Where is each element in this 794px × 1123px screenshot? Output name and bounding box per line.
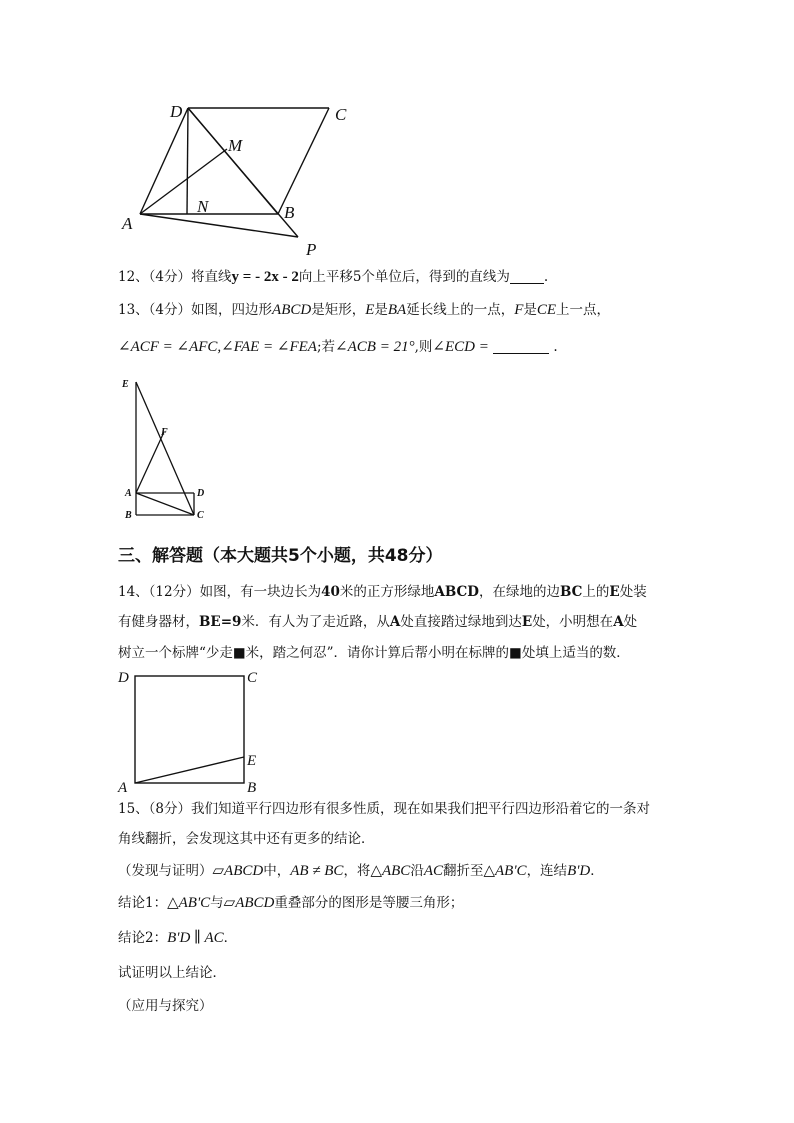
q13-ce: CE (536, 302, 557, 318)
q15-text: ，将 (343, 863, 371, 879)
q14-text: 处装 (619, 584, 647, 600)
q15-text: （发现与证明） (118, 863, 213, 879)
q15-abcd: ▱ABCD (223, 895, 275, 911)
q14-a: A (389, 614, 401, 630)
q14-text: 米．有人为了走近路，从 (241, 614, 390, 630)
label-e: E (247, 753, 257, 769)
q12-prefix: 12、（4分）将直线 (118, 269, 232, 285)
segment-am (140, 149, 227, 214)
q15-bprime-d: B'D (567, 863, 591, 879)
q14-side-length: 40 (321, 584, 340, 600)
question-13-line1 (118, 301, 610, 319)
q14-text: 处 (623, 614, 638, 630)
q13-e: E (365, 302, 375, 318)
q13-ask: ∠ECD = (432, 339, 489, 355)
q15-triangle-abprime-c: △AB'C (483, 863, 527, 879)
question-12 (118, 268, 548, 286)
q15-text: 结论2： (118, 930, 168, 946)
label-b: B (247, 780, 257, 795)
q13-end: . (553, 339, 558, 355)
question-15-line6: 试证明以上结论． (118, 965, 226, 981)
q15-text: ，连结 (526, 863, 568, 879)
q15-text: 结论1： (118, 895, 168, 911)
q15-text: 翻折至 (442, 863, 484, 879)
question-15-line1: 15、（8分）我们知道平行四边形有很多性质，现在如果我们把平行四边形沿着它的一条对 (118, 801, 651, 817)
figure-square (115, 665, 265, 795)
q13-text-if: ;若 (316, 339, 336, 355)
label-a: A (122, 214, 133, 233)
q15-text: ． (223, 930, 238, 946)
question-15-line5 (118, 929, 237, 947)
q12-suffix: 向上平移5个单位后，得到的直线为 (298, 269, 510, 285)
q14-abcd: ABCD (434, 584, 479, 600)
q12-end: . (543, 269, 549, 285)
q14-a: A (613, 614, 624, 630)
label-c: C (197, 510, 204, 521)
q15-triangle-abprime-c: △AB'C (167, 895, 211, 911)
question-14-line2 (118, 613, 637, 631)
edge-cb (278, 108, 329, 214)
q14-bc: BC (560, 584, 583, 600)
question-13-line2 (118, 338, 558, 356)
label-c: C (335, 105, 347, 124)
q14-be: BE=9 (199, 614, 242, 630)
q13-answer-blank[interactable] (493, 339, 549, 354)
q15-text: 与 (210, 895, 224, 911)
q13-text-then: ,则 (414, 339, 433, 355)
figure-parallelogram (120, 95, 350, 260)
q14-text: 处直接踏过绿地到达 (400, 614, 522, 630)
q15-abcd: ▱ABCD (212, 863, 264, 879)
q13-condition-1: ∠ACF = ∠AFC,∠FAE = ∠FEA (118, 339, 317, 355)
q14-text: 处，小明想在 (532, 614, 614, 630)
q15-text: 中， (263, 863, 291, 879)
label-p: P (306, 240, 317, 259)
label-b: B (125, 510, 132, 521)
q13-text-2: 是矩形， (311, 302, 366, 318)
segment-ec (136, 382, 194, 515)
q15-ac: AC (423, 863, 443, 879)
q14-text: 14、（12分）如图，有一块边长为 (118, 584, 322, 600)
q14-e: E (521, 614, 533, 630)
label-m: M (228, 136, 243, 155)
question-14-line1 (118, 583, 647, 601)
figure-rectangle-extension (118, 372, 218, 524)
q14-text: 米的正方形绿地 (339, 584, 435, 600)
q15-parallel: B'D ∥ AC (167, 930, 224, 946)
q13-text-3: 是 (374, 302, 388, 318)
q15-triangle-abc: △ABC (370, 863, 411, 879)
q15-condition: AB ≠ BC (290, 863, 344, 879)
q14-text: 上的 (582, 584, 610, 600)
question-15-line3 (118, 862, 604, 880)
q15-text: 重叠部分的图形是等腰三角形； (274, 895, 464, 911)
question-15-line4 (118, 894, 463, 912)
segment-ae (135, 757, 244, 783)
label-a: A (118, 780, 128, 795)
segment-ap (140, 214, 298, 237)
label-d: D (118, 670, 129, 686)
q13-text-6: 上一点， (556, 302, 611, 318)
label-f: F (161, 427, 168, 438)
question-14-line3: 树立一个标牌“少走■米，踏之何忍”．请你计算后帮小明在标牌的■处填上适当的数． (118, 645, 630, 661)
square-abcd (135, 676, 244, 783)
q13-f: F (514, 302, 524, 318)
q14-text: ，在绿地的边 (479, 584, 560, 600)
q13-text-4: 延长线上的一点， (406, 302, 515, 318)
question-15-line7: （应用与探究） (118, 998, 213, 1014)
q13-text-5: 是 (523, 302, 537, 318)
q13-abcd: ABCD (272, 302, 312, 318)
q12-equation: y = - 2x - 2 (231, 269, 299, 285)
section-title: 三、解答题（本大题共5个小题，共48分） (118, 546, 443, 566)
label-d: D (170, 102, 183, 121)
q12-answer-blank[interactable] (510, 269, 544, 284)
label-b: B (284, 203, 295, 222)
label-n: N (197, 197, 209, 216)
label-e: E (122, 379, 129, 390)
label-a: A (125, 488, 132, 499)
segment-af (136, 432, 164, 493)
q15-text: ． (590, 863, 604, 879)
q14-e: E (609, 584, 620, 600)
q15-text: 沿 (410, 863, 424, 879)
label-c: C (247, 670, 258, 686)
segment-dn (187, 108, 188, 214)
segment-dp (188, 108, 298, 237)
edge-ad (140, 108, 188, 214)
label-d: D (197, 488, 205, 499)
q13-condition-2: ∠ACB = 21° (335, 339, 415, 355)
q13-prefix: 13、（4分）如图，四边形 (118, 302, 273, 318)
q13-ba: BA (387, 302, 407, 318)
q14-text: 有健身器材， (118, 614, 199, 630)
question-15-line2: 角线翻折，会发现这其中还有更多的结论． (118, 831, 375, 847)
